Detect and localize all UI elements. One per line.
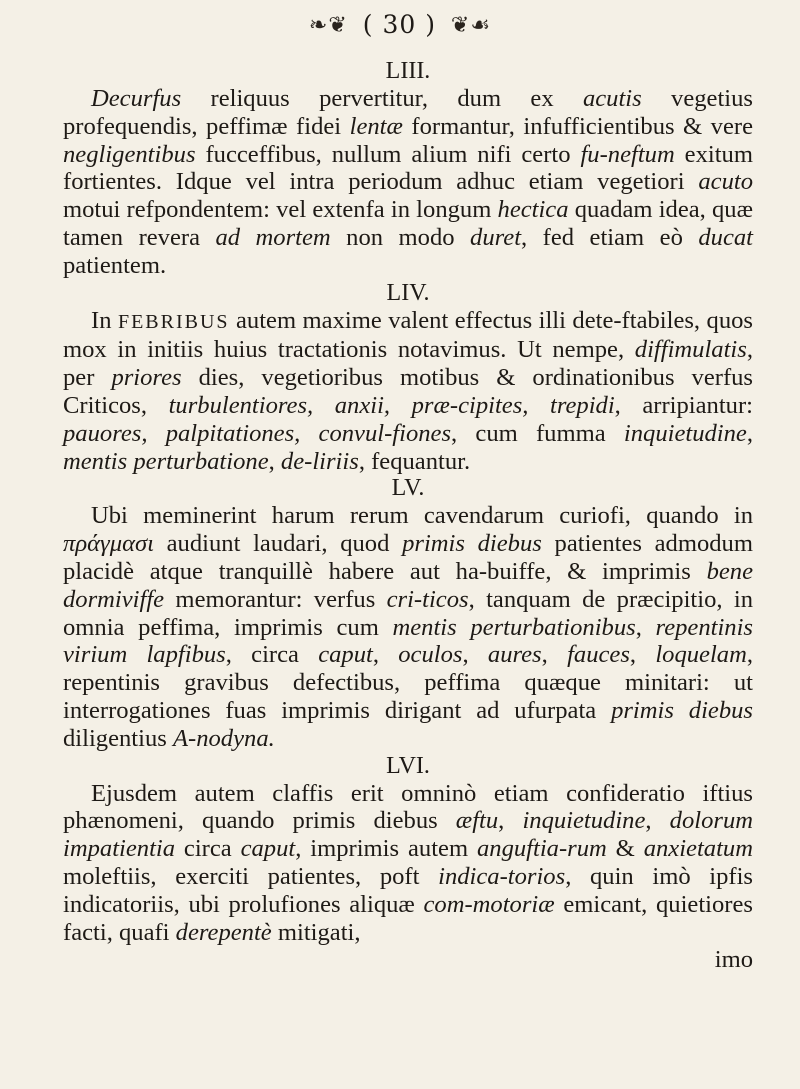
italic-phrase: Decurfus <box>91 85 182 112</box>
italic-phrase: negligentibus <box>63 140 196 168</box>
italic-phrase: anxietatum <box>643 835 753 863</box>
italic-phrase: fu-neftum <box>580 140 675 168</box>
text-run: audiunt laudari, quod <box>153 530 403 558</box>
text-run: , arripiantur: <box>614 391 754 419</box>
section-heading-56: LVI. <box>386 752 430 779</box>
text-run: , repentinis gravibus defectibus, peffima quæque minitari: ut interrogationes fuas imprimis dirigant ad ufurpata <box>63 641 754 724</box>
greek-word: πράγμασι <box>63 530 154 558</box>
italic-phrase: com-motoriæ <box>423 890 555 918</box>
text-run: , <box>645 807 670 835</box>
text-run: , <box>268 447 281 475</box>
text-run: Ejusdem autem claffis erit omninò etiam confideratio iftius phænomeni, quando primis diebus <box>63 779 753 835</box>
catchword: imo <box>714 946 753 974</box>
text-run: vegetius profequendis, peffimæ fidei <box>63 85 753 140</box>
text-run: formantur, infufficientibus & vere <box>402 112 753 140</box>
text-run: , <box>629 641 656 669</box>
italic-phrase: acutis <box>582 85 642 112</box>
italic-phrase: aures <box>487 641 542 669</box>
italic-phrase: acuto <box>698 168 753 196</box>
text-run: emicant, quietiores facti, quafi <box>63 890 753 946</box>
text-run: mitigati, <box>271 918 361 946</box>
text-run: fucceffibus, nullum alium nifi certo <box>195 140 581 168</box>
section-heading-53: LIII. <box>385 58 431 84</box>
text-run: , fed etiam eò <box>521 223 699 251</box>
text-run: non modo <box>330 223 471 251</box>
paragraph-54 <box>63 307 753 476</box>
text-run: , <box>541 641 568 669</box>
italic-phrase: cri-ticos <box>386 585 469 613</box>
small-caps-word: FEBRIBUS <box>117 310 230 333</box>
italic-phrase: primis diebus <box>611 696 753 724</box>
italic-phrase: indica-torios <box>438 862 566 890</box>
italic-phrase: anguftia-rum <box>476 835 607 863</box>
italic-phrase: pauores, palpitationes, convul-fiones <box>63 419 452 447</box>
paragraph-56 <box>63 780 753 947</box>
italic-phrase: hectica <box>497 196 569 224</box>
italic-phrase: repentinis virium lapfibus <box>63 613 753 669</box>
text-body <box>63 58 753 974</box>
printer-ornament-icon: ❧❦ <box>308 13 348 38</box>
section-heading-55: LV. <box>391 475 425 502</box>
italic-phrase: caput <box>318 641 373 669</box>
text-run: patientem. <box>63 251 167 279</box>
italic-phrase: ad mortem <box>215 223 331 251</box>
italic-phrase: loquelam <box>655 641 747 669</box>
paragraph-55 <box>63 502 753 752</box>
text-run: , <box>372 641 399 669</box>
italic-phrase: dolorum impatientia <box>63 807 754 863</box>
text-run: , imprimis autem <box>295 835 477 863</box>
text-run: reliquus pervertitur, dum ex <box>181 85 583 112</box>
section-heading-54: LIV. <box>386 279 430 306</box>
italic-phrase: lentæ <box>349 112 403 140</box>
italic-phrase: priores <box>111 364 182 392</box>
text-run: circa <box>175 835 241 863</box>
italic-phrase: de-liriis <box>280 447 359 475</box>
text-run: patientes admodum placidè atque tranquillè habere aut ha-buiffe, & imprimis <box>63 530 753 585</box>
italic-phrase: inquietudine <box>623 419 747 447</box>
text-run: , <box>498 807 523 835</box>
text-run: Ubi meminerint harum rerum cavendarum curiofi, quando in <box>91 502 753 530</box>
text-run: autem maxime valent effectus illi dete-ftabiles, quos mox in initiis huius tractationis notavimus. Ut nempe, <box>63 306 754 364</box>
italic-phrase: oculos <box>398 641 463 669</box>
text-run: , tanquam de præcipitio, in omnia peffima, imprimis cum <box>63 585 753 641</box>
text-run: diligentius <box>63 724 173 752</box>
text-run: moleftiis, exerciti patientes, poft <box>63 862 439 890</box>
text-run: , fequantur. <box>358 447 471 475</box>
paragraph-53 <box>63 85 753 280</box>
printer-ornament-icon: ❦☙ <box>450 13 492 38</box>
text-run: exitum fortientes. Idque vel intra periodum adhuc etiam vegetiori <box>63 140 753 196</box>
italic-phrase: bene dormiviffe <box>63 557 753 613</box>
italic-phrase: mentis perturbationibus <box>392 613 636 641</box>
italic-phrase: derepentè <box>175 918 272 946</box>
italic-phrase: caput <box>240 835 296 863</box>
text-run: & <box>606 835 644 863</box>
italic-phrase: æftu <box>455 807 499 835</box>
text-run: memorantur: verfus <box>164 585 387 613</box>
text-run: , cum fumma <box>451 419 624 447</box>
italic-phrase: turbulentiores, anxii, præ-cipites, trepidi <box>168 391 615 419</box>
text-run: , <box>462 641 488 669</box>
italic-phrase: inquietudine <box>522 807 646 835</box>
italic-phrase: primis diebus <box>402 530 542 558</box>
italic-phrase: mentis perturbatione <box>63 447 269 475</box>
text-run: In <box>91 306 118 334</box>
italic-phrase: fauces <box>567 641 630 669</box>
text-run: , circa <box>225 641 319 669</box>
page-number: ( 30 ) <box>362 10 436 39</box>
italic-phrase: duret <box>470 223 522 251</box>
text-run: , <box>746 419 753 447</box>
text-run: quadam idea, quæ tamen revera <box>63 196 753 251</box>
italic-phrase: ducat <box>698 223 753 251</box>
text-run: , quin imò ipfis indicatoriis, ubi prolufiones aliquæ <box>63 862 753 918</box>
text-run: , per <box>63 336 753 392</box>
italic-phrase: A-nodyna. <box>173 724 275 752</box>
text-run: motui refpondentem: vel extenfa in longum <box>63 196 498 224</box>
text-run: , <box>635 613 656 641</box>
italic-phrase: diffimulatis <box>634 336 747 364</box>
running-header <box>0 10 800 39</box>
text-run: dies, vegetioribus motibus & ordinationibus verfus Criticos, <box>63 364 753 419</box>
